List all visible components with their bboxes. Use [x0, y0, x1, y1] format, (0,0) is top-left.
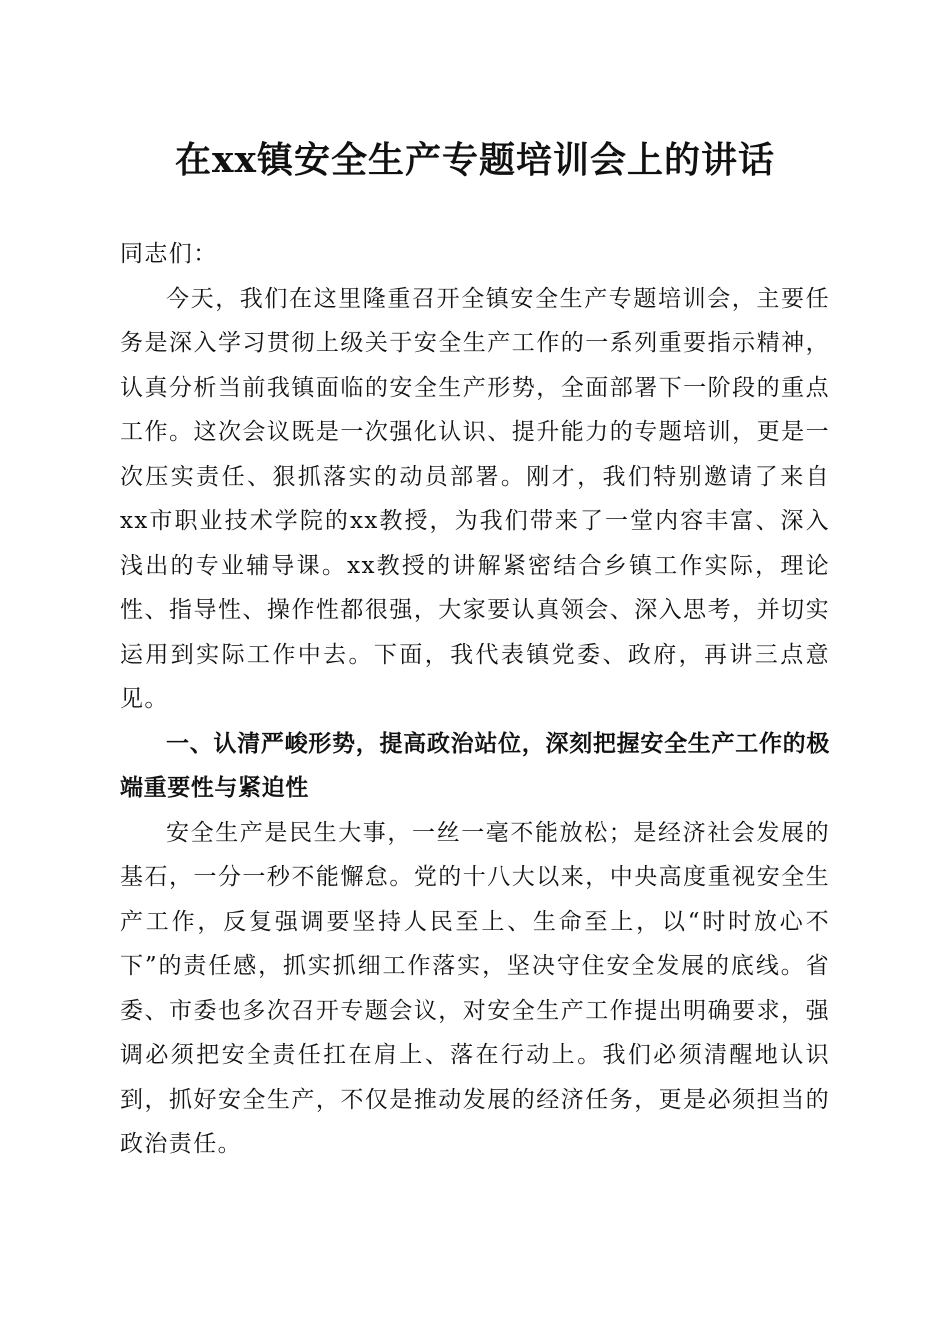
document-body [120, 232, 830, 1167]
intro-paragraph: 今天，我们在这里隆重召开全镇安全生产专题培训会，主要任务是深入学习贯彻上级关于安全生产工作的一系列重要指示精神，认真分析当前我镇面临的安全生产形势，全面部署下一阶段的重点工作。这次会议既是一次强化认识、提升能力的专题培训，更是一次压实责任、狠抓落实的动员部署。刚才，我们特别邀请了来自xx市职业技术学院的xx教授，为我们带来了一堂内容丰富、深入浅出的专业辅导课。xx教授的讲解紧密结合乡镇工作实际，理论性、指导性、操作性都很强，大家要认真领会、深入思考，并切实运用到实际工作中去。下面，我代表镇党委、政府，再讲三点意见。 [120, 285, 830, 712]
section-heading: 一、认清严峻形势，提高政治站位，深刻把握安全生产工作的极端重要性与紧迫性 [120, 730, 830, 801]
section-paragraph: 安全生产是民生大事，一丝一毫不能放松；是经济社会发展的基石，一分一秒不能懈怠。党的十八大以来，中央高度重视安全生产工作，反复强调要坚持人民至上、生命至上，以“时时放心不下”的责任感，抓实抓细工作落实，坚决守住安全发展的底线。省委、市委也多次召开专题会议，对安全生产工作提出明确要求，强调必须把安全责任扛在肩上、落在行动上。我们必须清醒地认识到，抓好安全生产，不仅是推动发展的经济任务，更是必须担当的政治责任。 [120, 819, 830, 1157]
salutation: 同志们： [120, 241, 218, 267]
document-title: 在xx镇安全生产专题培训会上的讲话 [175, 139, 775, 181]
